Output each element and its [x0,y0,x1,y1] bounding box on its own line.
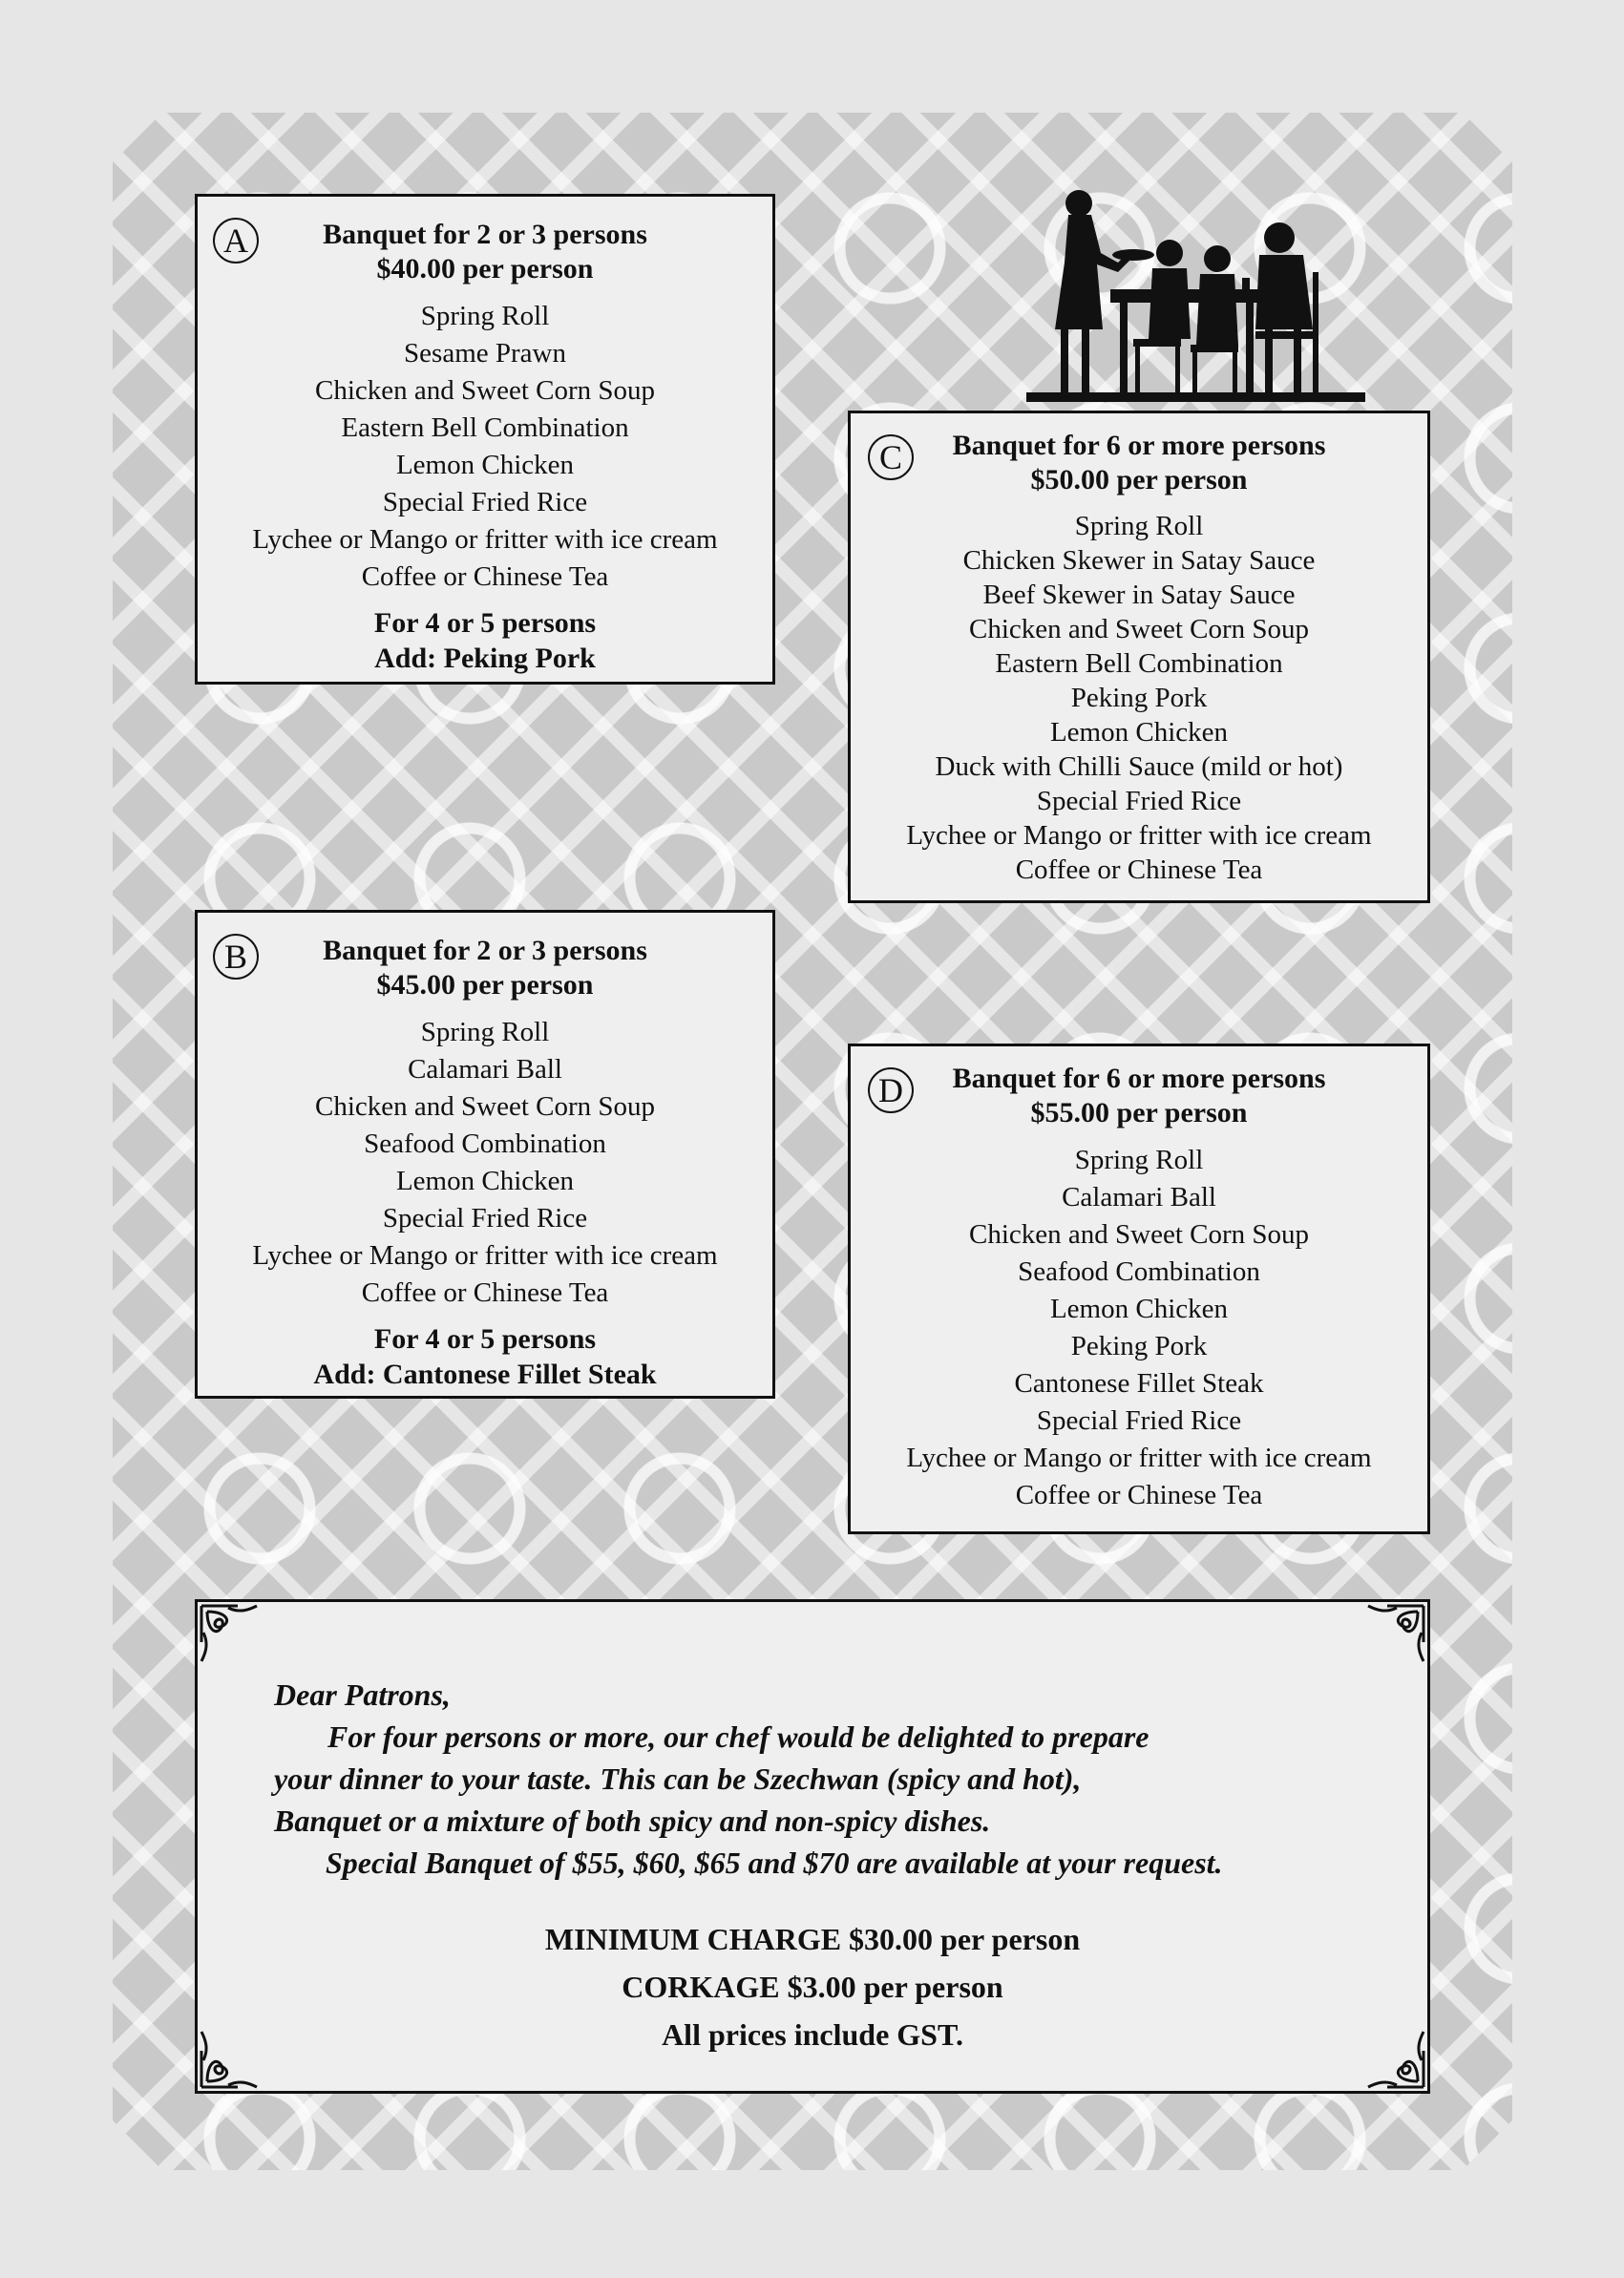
menu-item: Seafood Combination [364,1128,606,1159]
menu-item: Duck with Chilli Sauce (mild or hot) [935,751,1343,782]
menu-item: Lemon Chicken [1049,717,1229,748]
banquet-items [198,298,772,596]
banquet-b-card [195,910,775,1399]
menu-item: Special Fried Rice [382,487,588,517]
banquet-price: $50.00 per person [1030,464,1248,496]
banquet-items [851,509,1427,887]
banquet-heading: Banquet for 2 or 3 persons [323,219,647,250]
banquet-d-card [848,1044,1430,1534]
dining-silhouette-icon [1026,186,1365,406]
banquet-letter-badge: A [213,218,259,264]
menu-item: Calamari Ball [1062,1182,1216,1213]
corkage: CORKAGE $3.00 per person [622,1970,1003,2004]
menu-item: Lemon Chicken [395,1166,575,1196]
extra-heading: For 4 or 5 persons [373,607,597,639]
menu-item: Peking Pork [1070,1331,1208,1361]
menu-item: Special Fried Rice [1036,786,1242,816]
menu-item: Sesame Prawn [404,338,566,369]
banquet-letter-badge: B [213,934,259,980]
banquet-header [851,1046,1427,1130]
menu-item: Spring Roll [420,1017,550,1047]
menu-item: Coffee or Chinese Tea [361,1277,609,1308]
notice-line: your dinner to your taste. This can be Szechwan (spicy and hot), [274,1761,1082,1796]
notice-line: Special Banquet of $55, $60, $65 and $70 are available at your request. [326,1846,1223,1880]
banquet-letter-badge: C [868,434,914,480]
minimum-charge: MINIMUM CHARGE $30.00 per person [544,1922,1081,1956]
notice-line: Banquet or a mixture of both spicy and non-spicy dishes. [274,1803,991,1838]
menu-item: Lemon Chicken [395,450,575,480]
notice-line: For four persons or more, our chef would be delighted to prepare [327,1719,1149,1754]
banquet-header [198,913,772,1002]
menu-item: Eastern Bell Combination [341,412,629,443]
banquet-heading: Banquet for 6 or more persons [952,430,1326,461]
menu-item: Chicken and Sweet Corn Soup [314,375,655,406]
notice-message [274,1674,1223,1884]
patrons-notice [195,1599,1430,2094]
ornament-corner-icon [200,1604,263,1667]
banquet-items [851,1142,1427,1514]
gst-note: All prices include GST. [662,2017,963,2052]
banquet-price: $45.00 per person [376,969,594,1001]
menu-item: Lemon Chicken [1049,1294,1229,1324]
banquet-heading: Banquet for 2 or 3 persons [323,935,647,966]
menu-item: Peking Pork [1070,683,1208,713]
banquet-c-card [848,411,1430,903]
menu-item: Coffee or Chinese Tea [1015,854,1263,885]
menu-item: Chicken and Sweet Corn Soup [968,1219,1309,1250]
menu-item: Lychee or Mango or fritter with ice cream [252,524,718,555]
menu-item: Eastern Bell Combination [995,648,1283,679]
notice-greeting: Dear Patrons, [274,1677,451,1712]
charges-block [198,1915,1427,2058]
menu-item: Lychee or Mango or fritter with ice cream [906,820,1372,851]
menu-item: Coffee or Chinese Tea [361,561,609,592]
menu-item: Calamari Ball [408,1054,562,1085]
ornament-corner-icon [1362,1604,1425,1667]
menu-item: Spring Roll [420,301,550,331]
extra-item: Add: Cantonese Fillet Steak [313,1359,657,1390]
banquet-heading: Banquet for 6 or more persons [952,1063,1326,1094]
extra-heading: For 4 or 5 persons [373,1323,597,1355]
menu-item: Special Fried Rice [1036,1405,1242,1436]
banquet-header [198,197,772,286]
menu-item: Seafood Combination [1018,1256,1260,1287]
banquet-a-card [195,194,775,685]
menu-item: Spring Roll [1074,1145,1204,1175]
menu-item: Lychee or Mango or fritter with ice cream [252,1240,718,1271]
menu-item: Cantonese Fillet Steak [1014,1368,1264,1399]
banquet-header [851,413,1427,497]
menu-item: Spring Roll [1074,511,1204,541]
menu-item: Chicken Skewer in Satay Sauce [962,545,1316,576]
banquet-letter-badge: D [868,1067,914,1113]
menu-item: Beef Skewer in Satay Sauce [982,580,1296,610]
extra-item: Add: Peking Pork [374,643,596,674]
banquet-price: $40.00 per person [376,253,594,285]
menu-item: Lychee or Mango or fritter with ice cream [906,1443,1372,1473]
menu-item: Chicken and Sweet Corn Soup [314,1091,655,1122]
menu-item: Chicken and Sweet Corn Soup [968,614,1309,644]
menu-item: Special Fried Rice [382,1203,588,1234]
banquet-price: $55.00 per person [1030,1097,1248,1128]
banquet-items [198,1014,772,1312]
menu-item: Coffee or Chinese Tea [1015,1480,1263,1510]
